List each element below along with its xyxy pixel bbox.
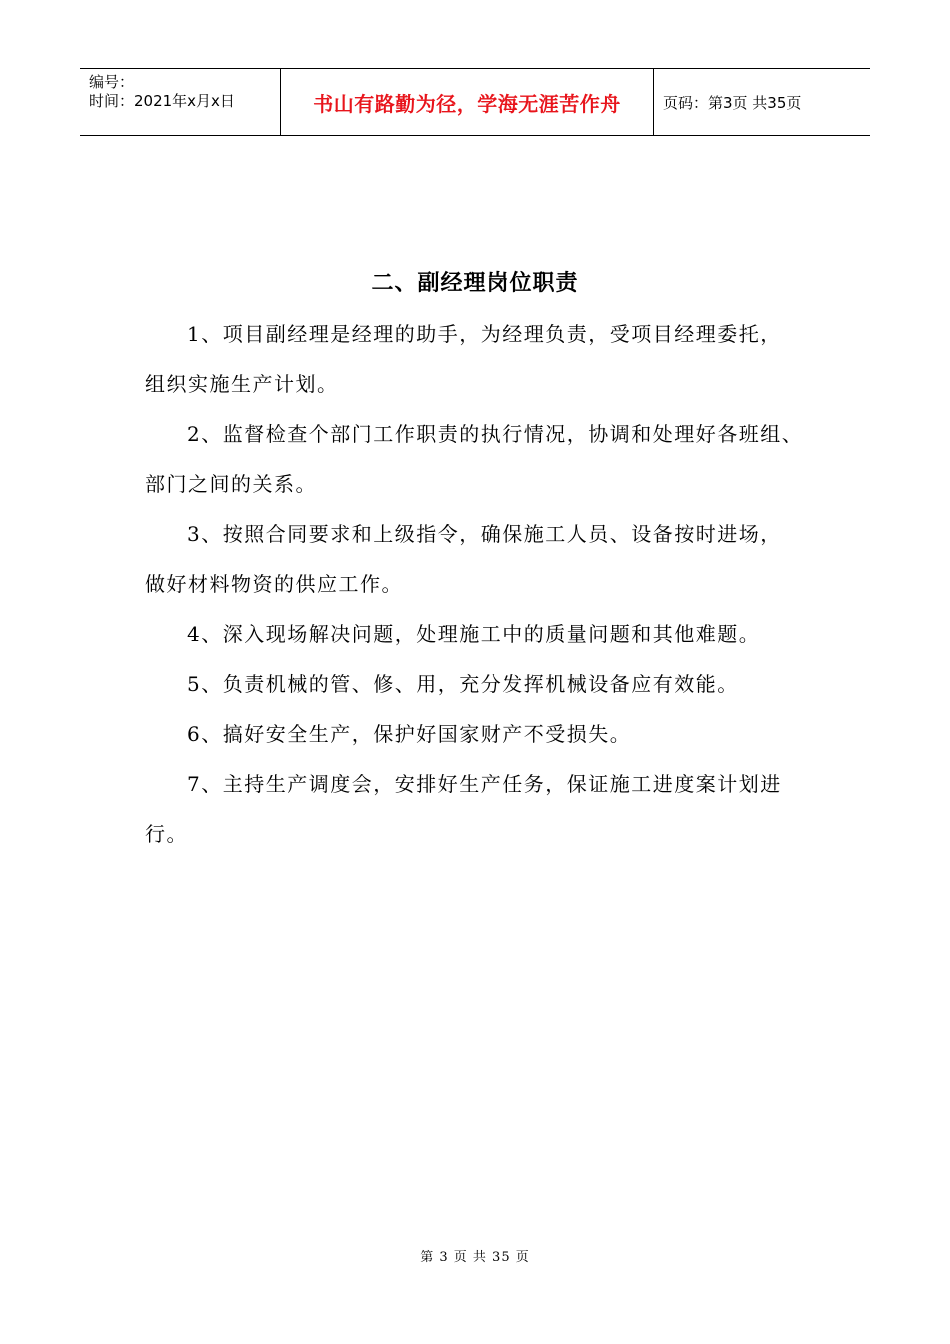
page-footer: 第 3 页 共 35 页 (420, 1250, 530, 1265)
document-time-label: 时间：2021年x月x日 (89, 92, 235, 110)
header-motto-cell (281, 69, 654, 135)
duty-item-1-line-2: 组织实施生产计划。 (145, 372, 339, 396)
duty-item-3-line-2: 做好材料物资的供应工作。 (145, 572, 403, 596)
duty-item-7-line-2: 行。 (145, 822, 188, 846)
duty-item-1-line-1: 1、项目副经理是经理的助手，为经理负责，受项目经理委托， (187, 322, 782, 346)
header-meta-cell (80, 69, 281, 135)
header-table (80, 68, 870, 136)
duty-item-2 (145, 409, 825, 509)
duty-item-7 (145, 759, 825, 859)
header-page-cell (654, 69, 870, 135)
duty-item-5 (145, 659, 825, 709)
duty-item-1 (145, 309, 825, 409)
duty-item-4 (145, 609, 825, 659)
duty-item-6-line-1: 6、搞好安全生产，保护好国家财产不受损失。 (187, 722, 632, 746)
duty-item-5-line-1: 5、负责机械的管、修、用，充分发挥机械设备应有效能。 (187, 672, 739, 696)
duty-item-3-line-1: 3、按照合同要求和上级指令，确保施工人员、设备按时进场， (187, 522, 782, 546)
duty-item-2-line-1: 2、监督检查个部门工作职责的执行情况，协调和处理好各班组、 (187, 422, 804, 446)
duty-item-3 (145, 509, 825, 609)
duty-item-2-line-2: 部门之间的关系。 (145, 472, 317, 496)
document-title: 二、副经理岗位职责 (371, 271, 579, 296)
duty-item-6 (145, 709, 825, 759)
header-page-code: 页码：第3页 共35页 (663, 93, 802, 112)
duty-item-4-line-1: 4、深入现场解决问题，处理施工中的质量问题和其他难题。 (187, 622, 761, 646)
document-number-label: 编号： (89, 73, 135, 91)
header-motto: 书山有路勤为径，学海无涯苦作舟 (313, 91, 621, 116)
duty-item-7-line-1: 7、主持生产调度会，安排好生产任务，保证施工进度案计划进 (187, 772, 782, 796)
